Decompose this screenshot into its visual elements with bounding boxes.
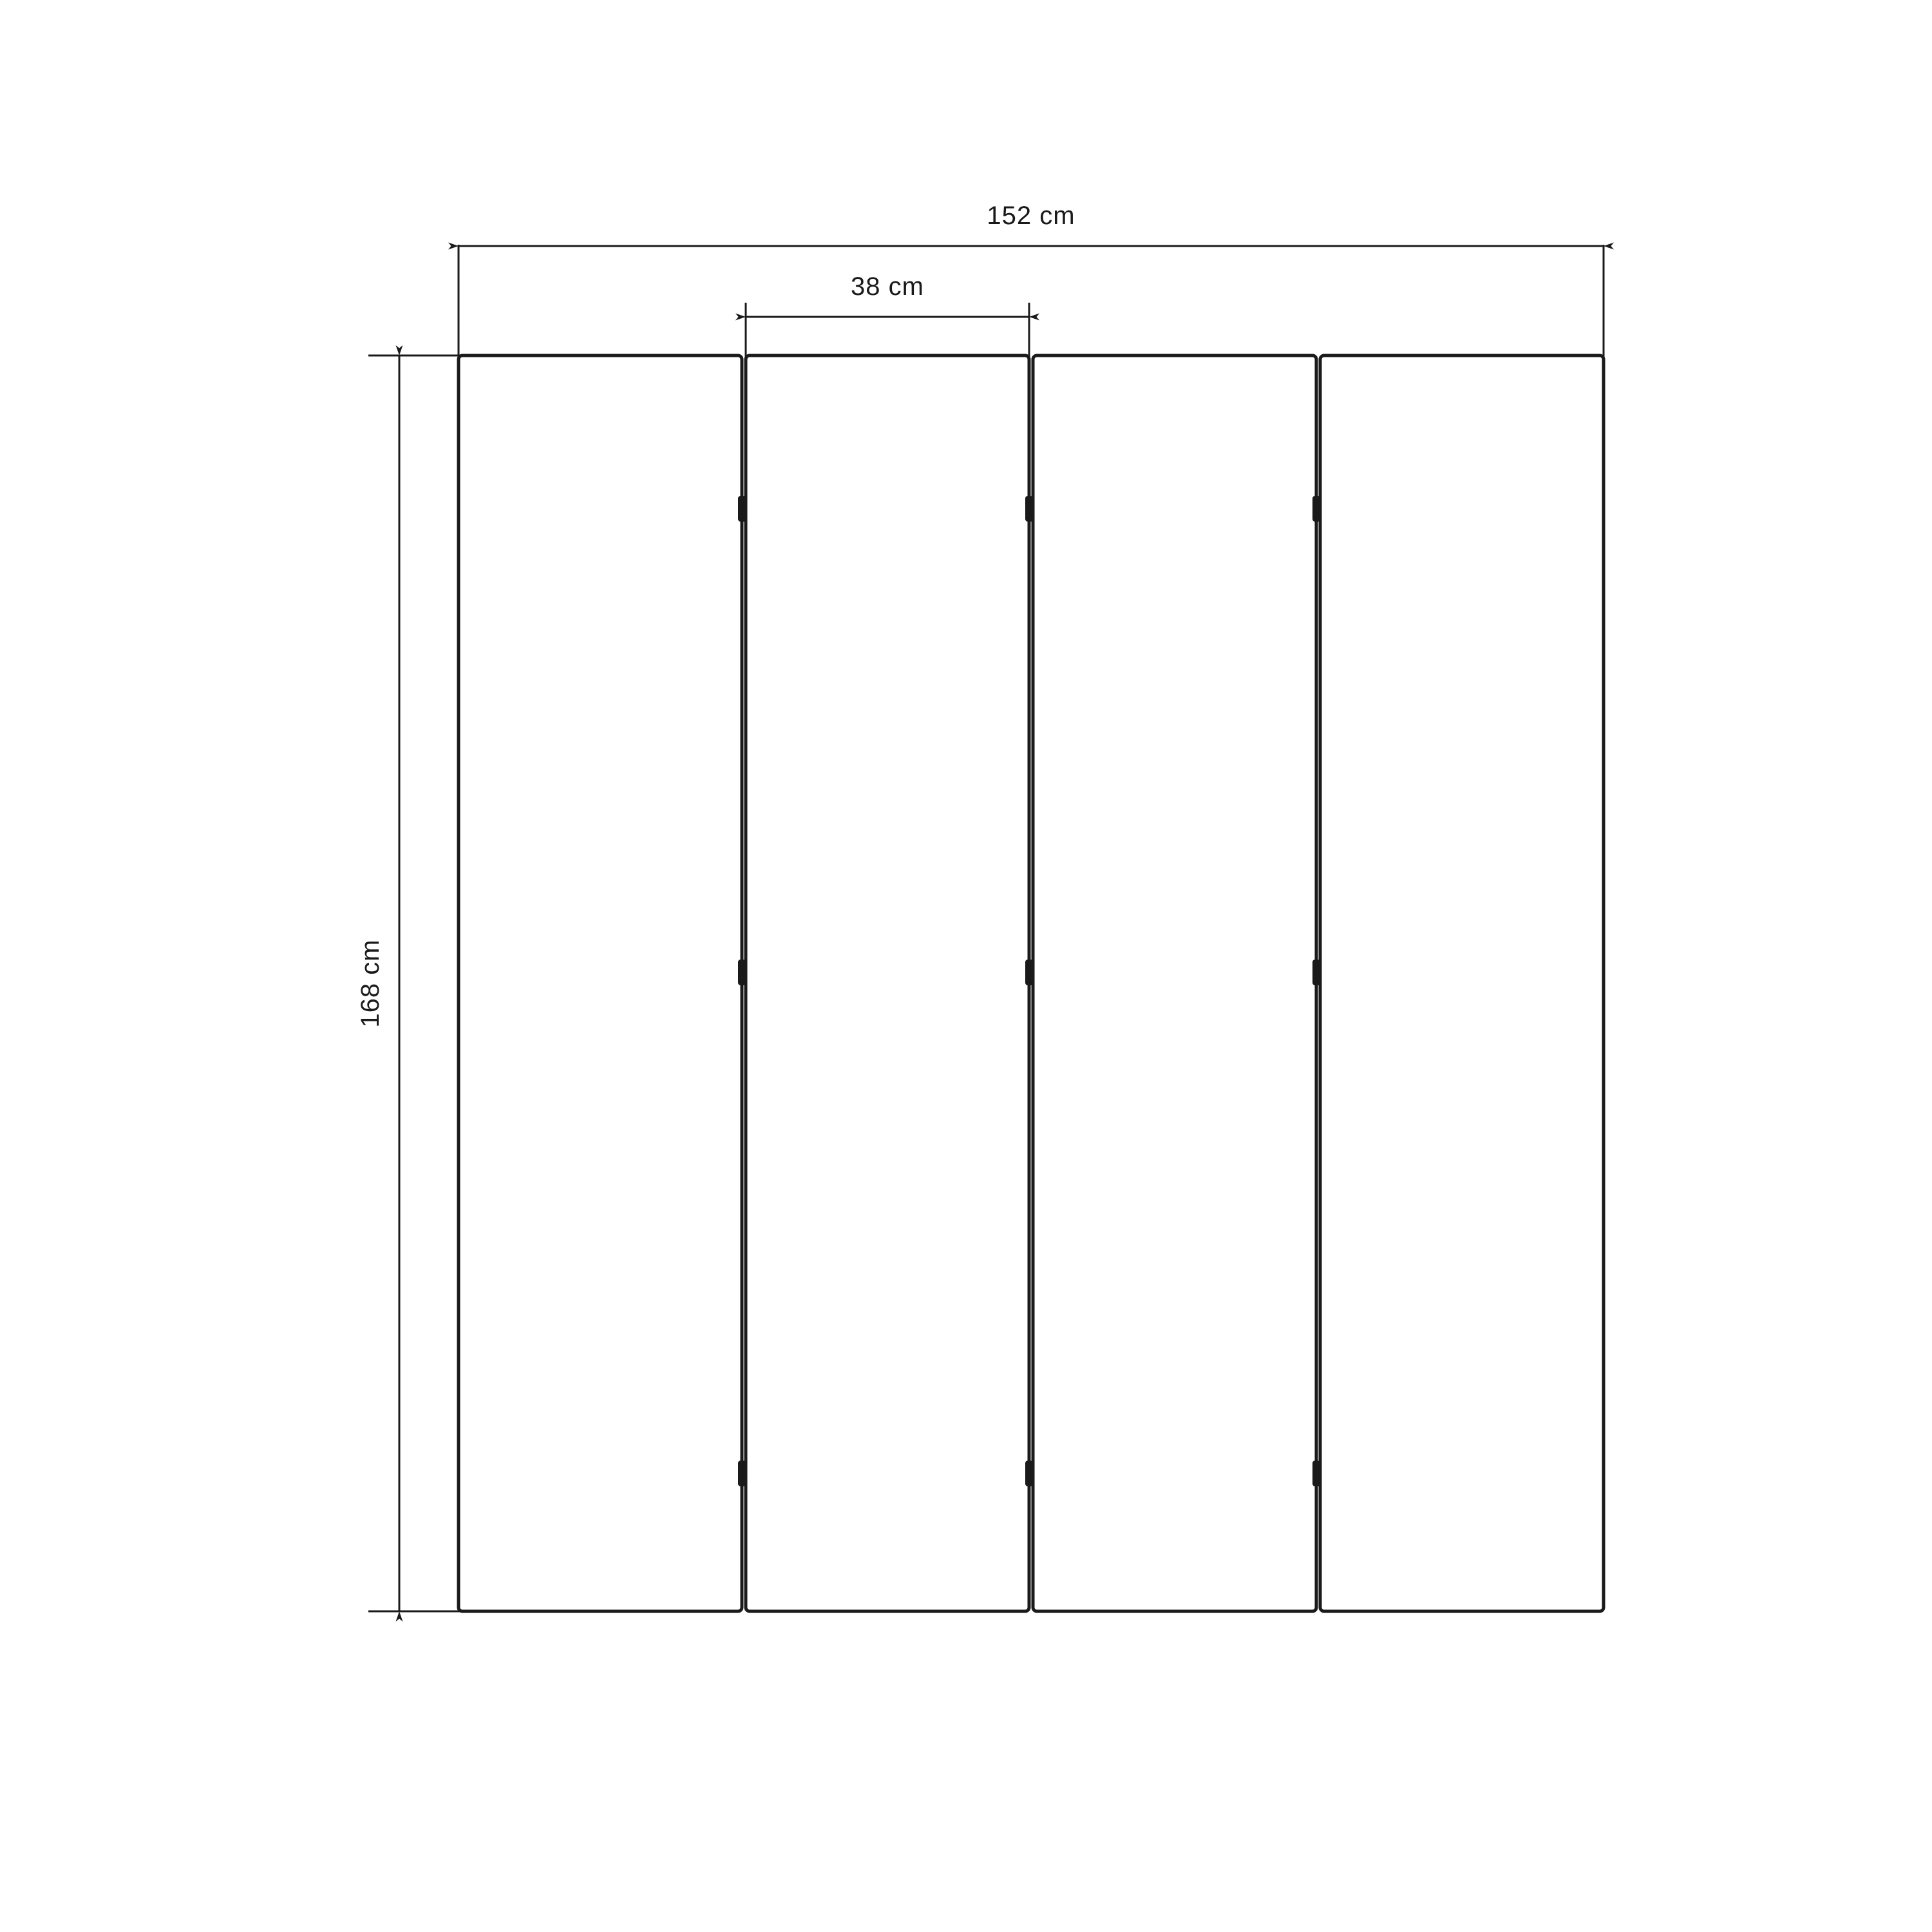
hinge-icon xyxy=(1312,496,1320,522)
hinge-icon xyxy=(1025,1461,1033,1486)
panel-2 xyxy=(746,355,1029,1611)
hinge-icon xyxy=(738,496,746,522)
hinge-icon xyxy=(1312,1461,1320,1486)
panel-3 xyxy=(1033,355,1316,1611)
hinge-icon xyxy=(738,960,746,985)
overall-width-dimension xyxy=(459,202,1604,361)
panel-width-label: 38 cm xyxy=(851,272,924,301)
overall-width-label: 152 cm xyxy=(987,202,1075,230)
hinge-icon xyxy=(1025,496,1033,522)
hinge-icon xyxy=(1312,960,1320,985)
panel-width-dimension xyxy=(746,272,1029,361)
panel-4 xyxy=(1320,355,1604,1611)
hinge-icon xyxy=(738,1461,746,1486)
hinge-icon xyxy=(1025,960,1033,985)
height-label: 168 cm xyxy=(356,939,384,1028)
height-dimension xyxy=(356,355,464,1611)
panel-1 xyxy=(459,355,742,1611)
